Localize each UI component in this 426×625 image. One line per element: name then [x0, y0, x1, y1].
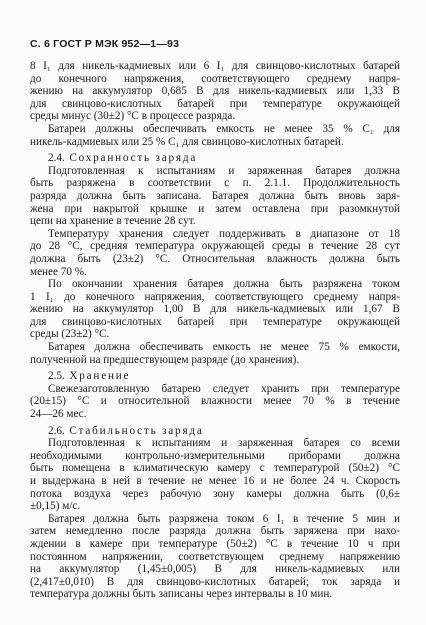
- text-line: разряда должна быть записана. Батарея должна быть вновь заря-: [30, 189, 400, 202]
- text-line: Батарея должна обеспечивать емкость не менее 75 % емкости,: [48, 341, 400, 354]
- text-line: По окончании хранения батарея должна быть разряжена током: [48, 278, 400, 291]
- text-line: среды (23±2) °С.: [30, 328, 110, 341]
- text-line: (20±15) °С и относительной влажности менее 70 % в течение: [30, 395, 400, 408]
- section-number: 2.5.: [48, 370, 65, 383]
- text-line: цепи на хранение в течение 28 сут.: [30, 215, 196, 228]
- text-line: жению на аккумулятор 0,685 В для никель-кадмиевых или 1,33 В: [30, 85, 400, 98]
- text-line: до конечного напряжения, соответствующего среднему напря-: [30, 72, 400, 85]
- section-heading: [30, 425, 400, 438]
- text-line: потока воздуха через рабочую зону камеры должна быть (0,6±: [30, 487, 400, 500]
- document-body: [30, 60, 400, 601]
- text-line: жена при накрытой крышке и затем оставлена при разомкнутой: [30, 202, 400, 215]
- text-line: для свинцово-кислотных батарей при температуре окружающей: [30, 315, 400, 328]
- paragraph: [30, 437, 400, 513]
- section-number: 2.6.: [48, 424, 65, 437]
- paragraph: [30, 60, 400, 123]
- section-number: 2.4.: [48, 152, 65, 165]
- page-header: С. 6 ГОСТ Р МЭК 952—1—93: [30, 38, 180, 50]
- section-title: Стабильность заряда: [69, 424, 204, 437]
- text-line: никель-кадмиевых или 25 % C₁ для свинцово-кислотных батарей.: [30, 135, 344, 148]
- text-line: (2,417±0,010) В для свинцово-кислотных батарей; ток заряда и: [30, 575, 400, 588]
- text-line: жению на аккумулятор 1,00 В для никель-кадмиевых или 1,67 В: [30, 303, 400, 316]
- text-line: Температуру хранения следует поддерживать в диапазоне от 18: [48, 227, 400, 240]
- section-title: Сохранность заряда: [69, 152, 198, 165]
- text-line: быть помещена в климатическую камеру с температурой (50±2) °С: [30, 462, 400, 475]
- text-line: температура должны быть записаны через интервалы в 10 мин.: [30, 588, 333, 601]
- paragraph: [30, 278, 400, 341]
- paragraph: [30, 123, 400, 148]
- text-line: постоянном напряжении, соответствующем среднему напряжению: [30, 550, 400, 563]
- text-line: 24—26 мес.: [30, 408, 87, 421]
- paragraph: [30, 228, 400, 278]
- text-line: и выдержана в ней в течение не менее 16 и не более 24 ч. Скорость: [30, 475, 400, 487]
- text-line: 8 I₁ для никель-кадмиевых или 6 I₁ для свинцово-кислотных батарей: [30, 60, 400, 72]
- paragraph: [30, 165, 400, 228]
- paragraph: [30, 383, 400, 421]
- text-line: на аккумулятор (1,45±0,005) В для никель-кадмиевых или: [30, 563, 400, 576]
- text-line: менее 70 %.: [30, 265, 87, 278]
- text-line: полученной на предшествующем разряде (до хранения).: [30, 353, 300, 366]
- text-line: ждении в камере при температуре (50±2) °С в течение 10 ч при: [30, 537, 400, 550]
- text-line: для свинцово-кислотных батарей при температуре окружающей: [30, 97, 400, 110]
- text-line: Подготовленная к испытаниям и заряженная батарея должна: [48, 164, 400, 177]
- text-line: Батареи должны обеспечивать емкость не менее 35 % C₁ для: [48, 122, 400, 135]
- text-line: ±0,15) м/с.: [30, 500, 81, 513]
- text-line: среды минус (30±2) °С в процессе разряда.: [30, 110, 236, 123]
- text-line: Подготовленная к испытаниям и заряженная батарея со всеми: [48, 437, 400, 450]
- paragraph: [30, 341, 400, 366]
- text-line: необходимыми контрольно-измерительными приборами должна: [30, 449, 400, 462]
- text-line: затем немедленно после разряда должна быть заряжена при нахо-: [30, 525, 400, 538]
- text-line: Свежезаготовленную батарею следует хранить при температуре: [48, 382, 400, 395]
- text-line: быть разряжена в соответствии с п. 2.1.1. Продолжительность: [30, 177, 400, 190]
- section-heading: [30, 152, 400, 165]
- text-line: Батарея должна быть разряжена током 6 I₁ в течение 5 мин и: [48, 512, 400, 525]
- paragraph: [30, 513, 400, 601]
- text-line: должна быть (23±2) °С. Относительная влажность должна быть: [30, 252, 400, 265]
- section-title: Хранение: [69, 370, 131, 383]
- section-heading: [30, 370, 400, 383]
- text-line: до 28 °С, средняя температура окружающей среды в течение 28 сут: [30, 240, 400, 253]
- text-line: 1 I₁ до конечного напряжения, соответствующего среднему напря-: [30, 290, 400, 303]
